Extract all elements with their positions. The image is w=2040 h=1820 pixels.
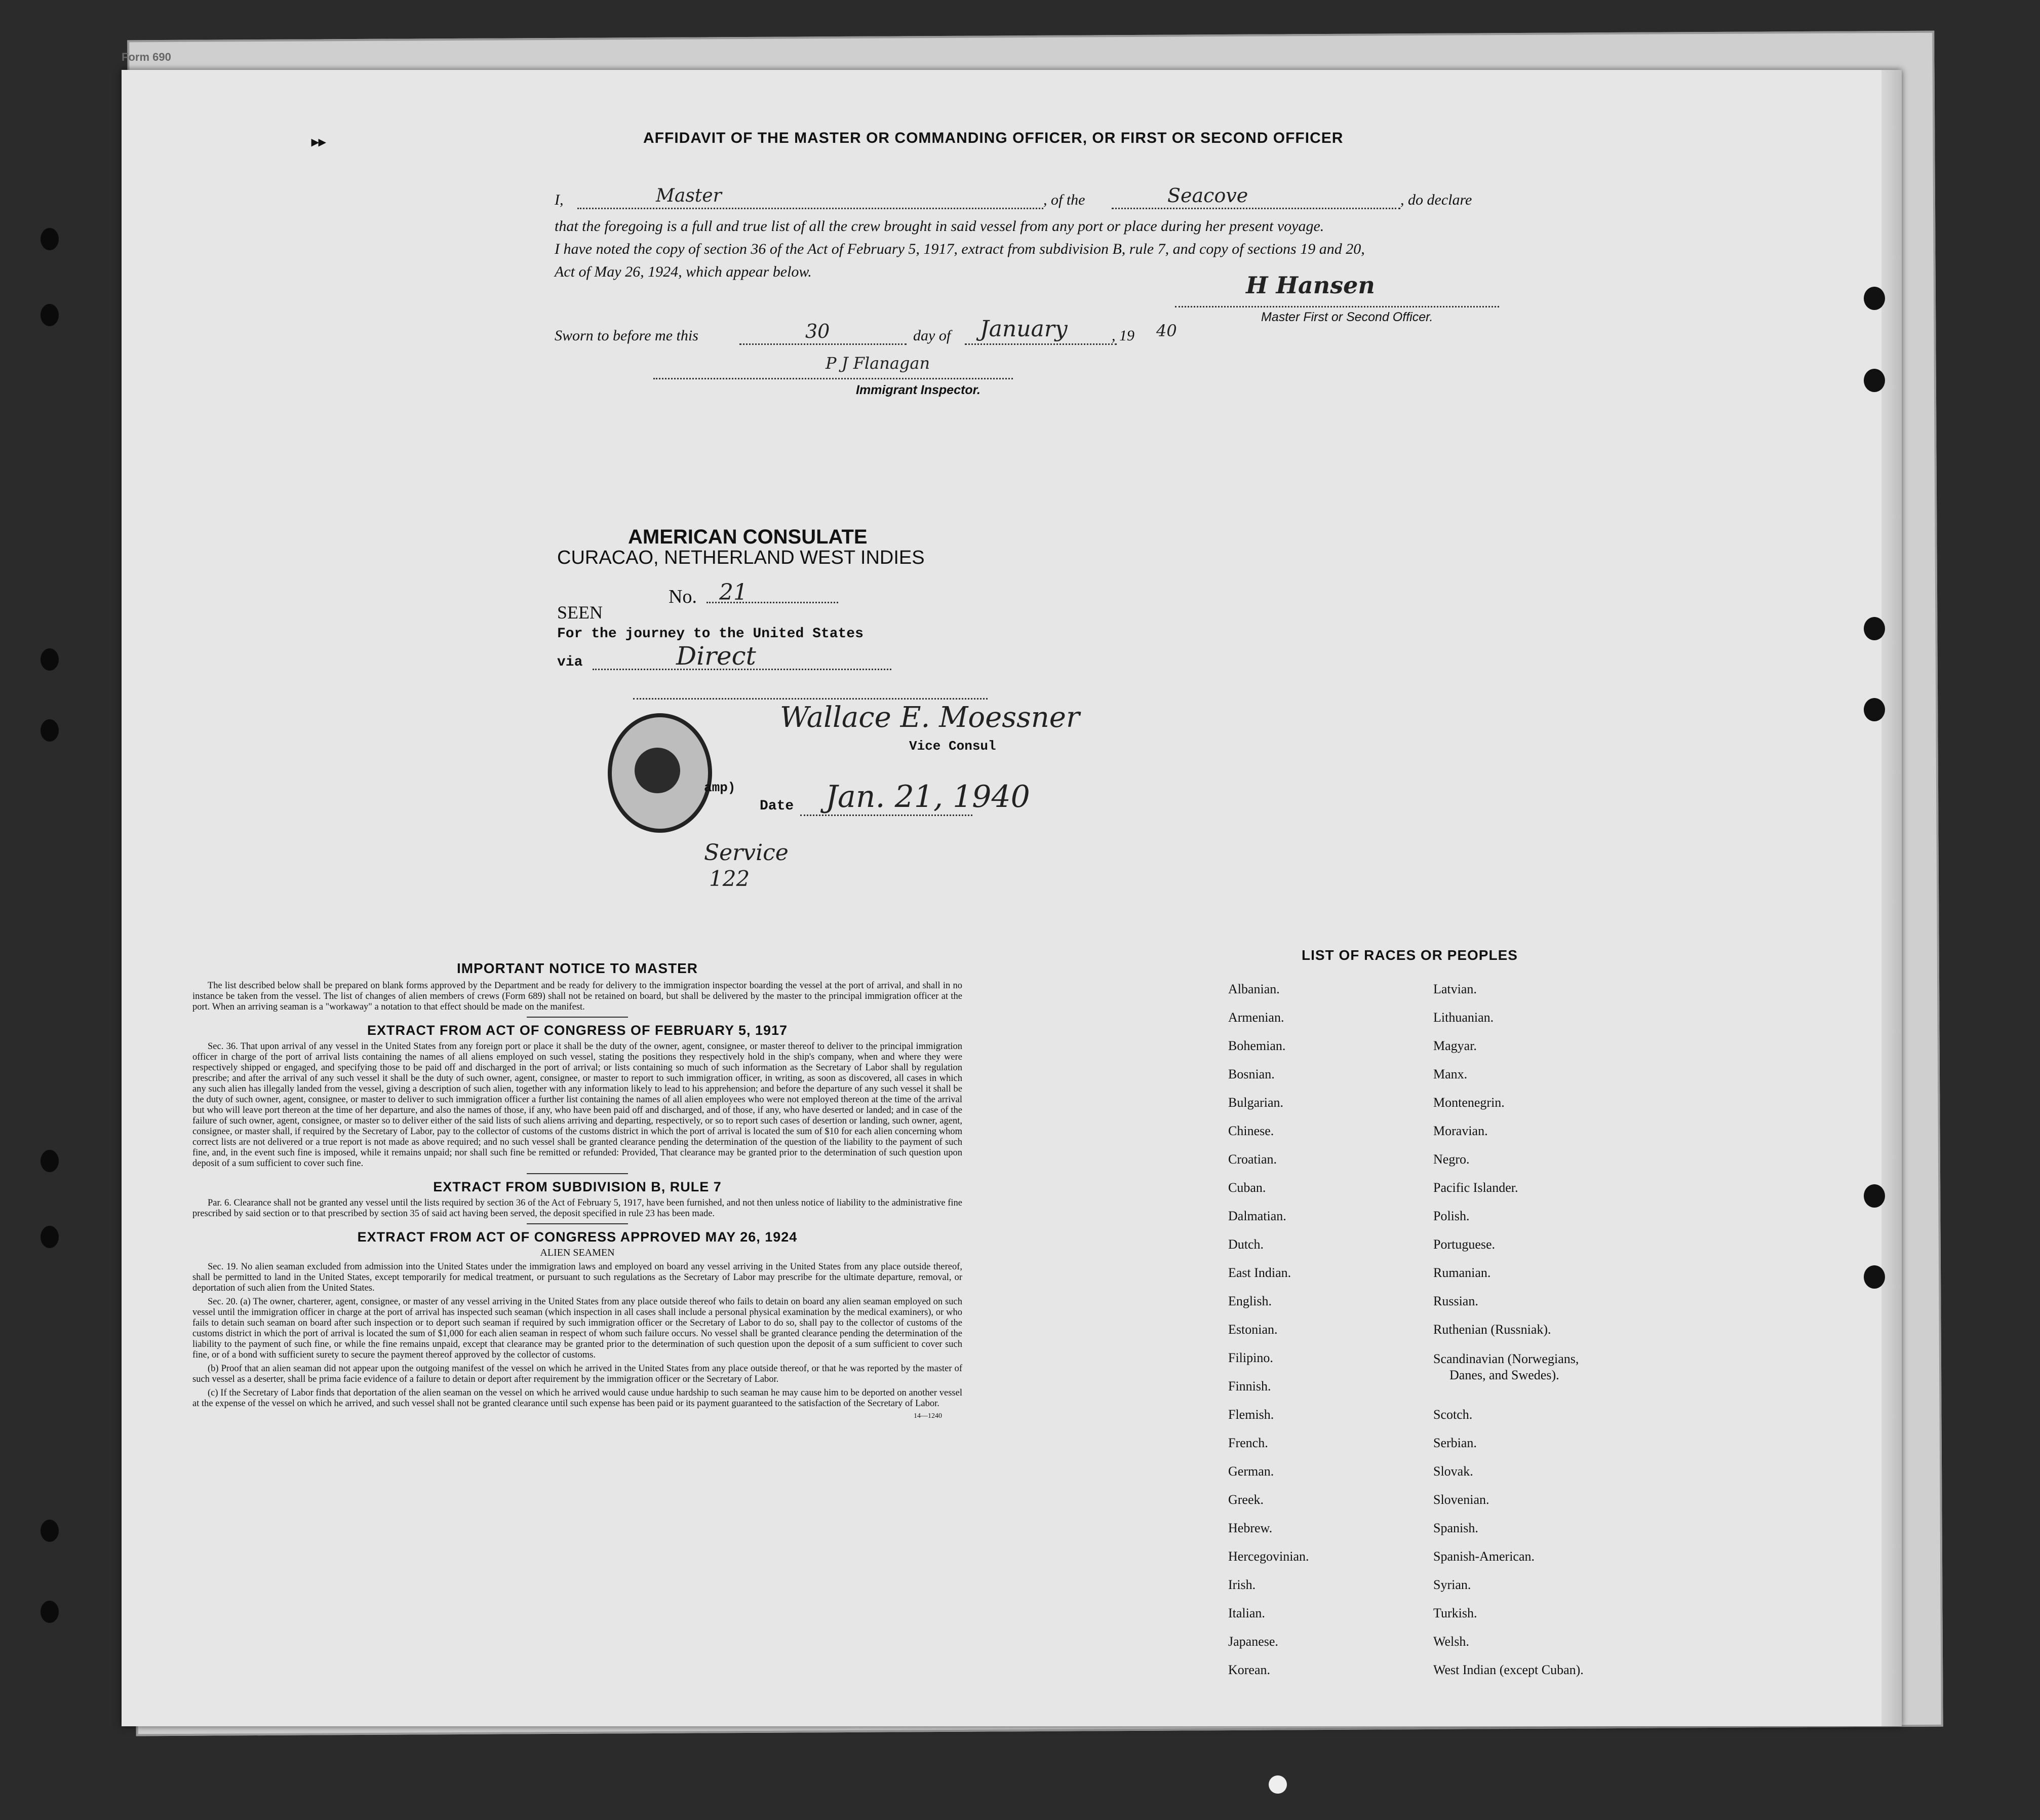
binding-hole — [41, 1150, 59, 1172]
inspector-caption: Immigrant Inspector. — [856, 383, 980, 397]
race-item: Danes, and Swedes). — [1449, 1368, 1559, 1382]
divider — [527, 1223, 628, 1224]
consulate-seal — [608, 713, 712, 833]
race-item: Russian. — [1433, 1294, 1478, 1308]
races-col-1 — [1228, 982, 1405, 1691]
race-item: French. — [1228, 1436, 1268, 1450]
sec-20c-text: (c) If the Secretary of Labor finds that deportation of the alien seaman on the vessel on which he arrived would cause undue hardship to such seaman he may cause him to be deported on another vessel at the expense of the vessel on which he arrived, and such vessel shall not be granted clearance until such expense has been paid or its payment guaranteed to the satisfaction of the Secretary of Labor. — [192, 1388, 962, 1409]
vessel-blank — [1112, 208, 1400, 209]
punch-hole — [1864, 698, 1885, 721]
affidavit-line-3: I have noted the copy of section 36 of the Act of February 5, 1917, extract from subdivision B, rule 7, and copy of sections 19 and 20, — [555, 241, 1365, 257]
notice-title: IMPORTANT NOTICE TO MASTER — [456, 960, 698, 976]
master-name-handwriting: Master — [656, 185, 722, 206]
race-item: Croatian. — [1228, 1152, 1277, 1167]
consulate-line-1: AMERICAN CONSULATE — [628, 526, 868, 548]
divider — [527, 1017, 628, 1018]
race-item: East Indian. — [1228, 1265, 1291, 1280]
race-item: Ruthenian (Russniak). — [1433, 1322, 1551, 1337]
race-item: Negro. — [1433, 1152, 1470, 1167]
punch-hole — [1864, 287, 1885, 310]
consulate-line-2: CURACAO, NETHERLAND WEST INDIES — [557, 547, 925, 568]
race-item: Hercegovinian. — [1228, 1549, 1309, 1564]
race-item: Manx. — [1433, 1067, 1468, 1081]
sec-20a-text: Sec. 20. (a) The owner, charterer, agent, consignee, or master of any vessel arriving in the United States from any place outside thereof who fails to detain on board any alien seaman employed on such vessel until the immigration officer in charge at the port of arrival has inspected such seaman (which inspection in all cases shall include a personal physical examination by the medical examiners), or who fails to detain such seaman on board after such inspection or to deport such seaman if required by such immigration officer or the Secretary of Labor to do so, shall pay to the collector of customs of the customs district in which the port of arrival is located the sum of $1,000 for each alien seaman in respect of whom such failure occurs. No vessel shall be granted clearance pending the determination of the liability to the payment of such fine, or while the fine remains unpaid, except that clearance may be granted prior to the determination of such question upon the deposit of a sum sufficient to cover such fine, or of a bond with sufficient surety to secure the payment thereof approved by the collector of customs. — [192, 1297, 962, 1360]
affidavit-declare: , do declare — [1400, 191, 1472, 208]
year-prefix: , 19 — [1112, 327, 1134, 344]
race-item: Chinese. — [1228, 1124, 1274, 1138]
via-value: Direct — [676, 641, 756, 671]
race-item: Dutch. — [1228, 1237, 1264, 1252]
race-item: Cuban. — [1228, 1180, 1266, 1195]
sworn-text: Sworn to before me this — [555, 327, 698, 344]
sworn-month: January — [980, 316, 1068, 342]
race-item: Latvian. — [1433, 982, 1477, 996]
form-code: 14—1240 — [914, 1412, 942, 1420]
consul-title: Vice Consul — [909, 739, 996, 754]
race-item: Bulgarian. — [1228, 1095, 1284, 1110]
consulate-number: 21 — [719, 579, 748, 605]
race-item: Bohemian. — [1228, 1038, 1286, 1053]
race-item: Korean. — [1228, 1662, 1271, 1677]
date-label: Date — [760, 798, 794, 814]
race-item: German. — [1228, 1464, 1274, 1479]
service-label: Service — [704, 840, 789, 866]
consul-signature-line — [633, 698, 988, 700]
affidavit-i: I, — [555, 191, 564, 208]
race-item: Montenegrin. — [1433, 1095, 1505, 1110]
affidavit-heading: AFFIDAVIT OF THE MASTER OR COMMANDING OFFICER, OR FIRST OR SECOND OFFICER — [643, 130, 1344, 146]
race-item: Welsh. — [1433, 1634, 1469, 1649]
sec-36-text: Sec. 36. That upon arrival of any vessel in the United States from any foreign port or place it shall be the duty of the owner, agent, consignee, or master thereof to deliver to the principal immigration officer in charge of the port of arrival lists containing the names of all aliens employed on such vessel, stating the positions they respectively hold in the ship's company, when and where they were respectively shipped or engaged, and specifying those to be paid off and discharged in the port of arrival; or lists containing so much of such information as the Secretary of Labor shall by regulation prescribe; and after the arrival of any such vessel it shall be the duty of such owner, agent, consignee, or master to report to such immigration officer, in writing, as soon as discovered, all cases in which any such alien has illegally landed from the vessel, giving a description of such alien, together with any information likely to lead to his apprehension; and before the departure of any such vessel it shall be the duty of such owner, agent, consignee, or master to deliver to such immigration officer a further list containing the names of all alien employees who were not employed thereon at the time of the arrival but who will leave port thereon at the time of her departure, and also the names of those, if any, who have been paid off and discharged, and of those, if any, who have deserted or landed; and in case of the failure of such owner, agent, consignee, or master so to deliver either of the said lists of such aliens arriving and departing, respectively, or so to report such cases of desertion or landing, such owner, agent, consignee, or master shall, if required by the Secretary of Labor, pay to the collector of customs of the customs district in which the port of arrival is located the sum of $10 for each alien concerning whom correct lists are not delivered or a true report is not made as above required; and no such vessel shall be granted clearance pending the determination of the question of the liability to the payment of such fine, and, in the event such fine is imposed, while it remains unpaid; nor shall such fine be remitted or refunded: Provided, That clearance may be granted prior to the determination of such question upon deposit of a sum sufficient to cover such fine. — [192, 1041, 962, 1169]
bottom-hole — [1269, 1775, 1287, 1794]
race-item: Flemish. — [1228, 1407, 1274, 1422]
race-item: Magyar. — [1433, 1038, 1477, 1053]
alien-seamen-subtitle: ALIEN SEAMEN — [540, 1247, 615, 1258]
race-item: Albanian. — [1228, 982, 1280, 996]
race-item: Bosnian. — [1228, 1067, 1275, 1081]
extract-rule7-title: EXTRACT FROM SUBDIVISION B, RULE 7 — [433, 1179, 722, 1194]
race-item: Hebrew. — [1228, 1521, 1273, 1535]
service-number: 122 — [709, 866, 750, 891]
no-label: No. — [669, 586, 697, 607]
race-item: Slovak. — [1433, 1464, 1473, 1479]
sworn-line — [555, 316, 1314, 353]
sworn-day: 30 — [805, 320, 830, 342]
race-item: Scotch. — [1433, 1407, 1473, 1422]
race-item: Japanese. — [1228, 1634, 1278, 1649]
divider — [527, 1173, 628, 1174]
races-title: LIST OF RACES OR PEOPLES — [1302, 947, 1518, 963]
notices-column — [192, 960, 962, 1420]
sworn-year: 40 — [1156, 321, 1177, 340]
sec-19-text: Sec. 19. No alien seaman excluded from admission into the United States under the immigration laws and employed on board any vessel arriving in the United States from any place outside thereof, shall be permitted to land in the United States, except temporarily for medical treatment, or pursuant to such regulations as the Secretary of Labor may prescribe for the ultimate departure, removal, or deportation of such alien from the United States. — [192, 1262, 962, 1293]
consulate-date: Jan. 21, 1940 — [826, 779, 1030, 815]
race-item: Spanish. — [1433, 1521, 1478, 1535]
page-mark: ▸▸ — [311, 134, 326, 149]
race-item: Scandinavian (Norwegians, — [1433, 1351, 1579, 1366]
race-item: West Indian (except Cuban). — [1433, 1662, 1584, 1677]
affidavit-line-1 — [555, 184, 1643, 214]
day-of: day of — [913, 327, 951, 344]
par-6-text: Par. 6. Clearance shall not be granted any vessel until the lists required by section 36 of the Act of February 5, 1917, have been furnished, and not then unless notice of liability to the administrative fine prescribed by said section or to that prescribed by section 35 of said act having been served, the deposit specified in rule 23 has been made. — [192, 1198, 962, 1219]
races-col-2 — [1433, 982, 1686, 1691]
via-label: via — [557, 654, 583, 670]
race-item: Slovenian. — [1433, 1492, 1489, 1507]
notice-body — [192, 981, 962, 1013]
seen-label: SEEN — [557, 602, 603, 623]
extract-1924-title: EXTRACT FROM ACT OF CONGRESS APPROVED MAY 26, 1924 — [357, 1229, 798, 1245]
race-item: Portuguese. — [1433, 1237, 1496, 1252]
race-item: Italian. — [1228, 1606, 1265, 1620]
consul-signature: Wallace E. Moessner — [780, 701, 1080, 734]
punch-hole — [1864, 1184, 1885, 1208]
journey-label: For the journey to the United States — [557, 626, 864, 642]
binding-hole — [41, 1226, 59, 1248]
race-item: Serbian. — [1433, 1436, 1477, 1450]
race-item: Turkish. — [1433, 1606, 1477, 1620]
form-label: Form 690 — [122, 51, 171, 63]
extract-rule7-body — [192, 1198, 962, 1219]
punch-hole — [1864, 1265, 1885, 1289]
race-item: English. — [1228, 1294, 1272, 1308]
affidavit-line-4: Act of May 26, 1924, which appear below. — [555, 263, 812, 280]
master-caption: Master First or Second Officer. — [1261, 310, 1433, 324]
page-edge — [1881, 70, 1902, 1726]
race-item: Estonian. — [1228, 1322, 1278, 1337]
race-item: Armenian. — [1228, 1010, 1284, 1025]
race-item: Filipino. — [1228, 1350, 1273, 1365]
race-item: Rumanian. — [1433, 1265, 1491, 1280]
manifest-page — [122, 70, 1902, 1726]
inspector-signature-line — [653, 378, 1013, 379]
race-item: Irish. — [1228, 1577, 1256, 1592]
affidavit-line-2: that the foregoing is a full and true list of all the crew brought in said vessel from any port or place during her present voyage. — [555, 218, 1324, 235]
date-blank — [800, 815, 972, 816]
race-item: Dalmatian. — [1228, 1209, 1286, 1223]
notice-text: The list described below shall be prepared on blank forms approved by the Department and be ready for delivery to the immigration inspector boarding the vessel at the port of arrival, and shall in no instance be taken from the vessel. The list of changes of alien members of crews (Form 689) shall not be retained on board, but shall be delivered by the master to the principal immigration officer at the port. When an arriving seaman is a "workaway" a notation to that effect should be made on the manifest. — [192, 981, 962, 1012]
sec-20b-text: (b) Proof that an alien seaman did not appear upon the outgoing manifest of the vessel on which he arrived in the United States from any place outside thereof, or that he was reported by the master of such vessel as a deserter, shall be prima facie evidence of a failure to detain or deport after requirement by the immigration officer or the Secretary of Labor. — [192, 1364, 962, 1384]
binding-hole — [41, 1520, 59, 1542]
punch-hole — [1864, 369, 1885, 392]
binding-hole — [41, 304, 59, 326]
race-item: Finnish. — [1228, 1379, 1271, 1393]
extract-1924-body — [192, 1262, 962, 1409]
master-signature: H Hansen — [1246, 272, 1375, 299]
race-item: Greek. — [1228, 1492, 1264, 1507]
consulate-stamp-block — [557, 526, 1215, 911]
binding-hole — [41, 719, 59, 742]
binding-hole — [41, 228, 59, 250]
binding-hole — [41, 648, 59, 671]
seal-emblem — [635, 748, 680, 793]
affidavit-of-the: , of the — [1043, 191, 1085, 208]
race-item: Pacific Islander. — [1433, 1180, 1518, 1195]
stamp-suffix: amp) — [704, 780, 736, 795]
vessel-name-handwriting: Seacove — [1167, 184, 1248, 207]
race-item: Polish. — [1433, 1209, 1470, 1223]
extract-1917-title: EXTRACT FROM ACT OF CONGRESS OF FEBRUARY 5, 1917 — [367, 1023, 788, 1038]
race-item: Syrian. — [1433, 1577, 1471, 1592]
name-blank — [577, 208, 1043, 209]
sworn-day-blank — [739, 343, 907, 345]
extract-1917-body — [192, 1041, 962, 1169]
punch-hole — [1864, 617, 1885, 640]
race-item: Moravian. — [1433, 1124, 1488, 1138]
race-item: Lithuanian. — [1433, 1010, 1494, 1025]
master-signature-line — [1175, 306, 1499, 307]
binding-hole — [41, 1601, 59, 1623]
inspector-signature: P J Flanagan — [826, 354, 930, 373]
sworn-month-blank — [965, 343, 1117, 345]
race-item: Spanish-American. — [1433, 1549, 1535, 1564]
